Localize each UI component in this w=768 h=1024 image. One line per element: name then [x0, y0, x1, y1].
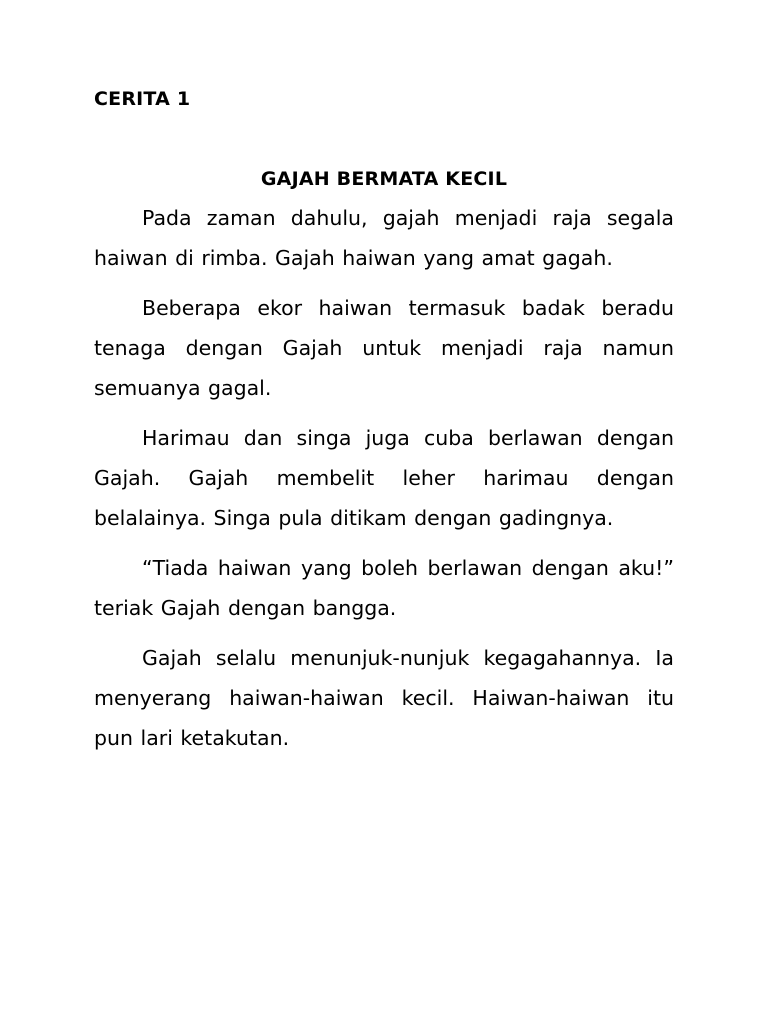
story-paragraph: Beberapa ekor haiwan termasuk badak beradu tenaga dengan Gajah untuk menjadi raja namun semuanya gagal. [94, 296, 674, 400]
story-body [94, 198, 674, 768]
story-title: GAJAH BERMATA KECIL [260, 168, 508, 190]
story-paragraph: Pada zaman dahulu, gajah menjadi raja segala haiwan di rimba. Gajah haiwan yang amat gagah. [94, 206, 674, 270]
story-paragraph: Harimau dan singa juga cuba berlawan dengan Gajah. Gajah membelit leher harimau dengan belalainya. Singa pula ditikam dengan gadingnya. [94, 426, 674, 530]
story-paragraph: “Tiada haiwan yang boleh berlawan dengan aku!” teriak Gajah dengan bangga. [94, 556, 674, 620]
story-paragraph: Gajah selalu menunjuk-nunjuk kegagahannya. Ia menyerang haiwan-haiwan kecil. Haiwan-haiwan itu pun lari ketakutan. [94, 646, 674, 750]
story-heading: CERITA 1 [94, 88, 191, 110]
